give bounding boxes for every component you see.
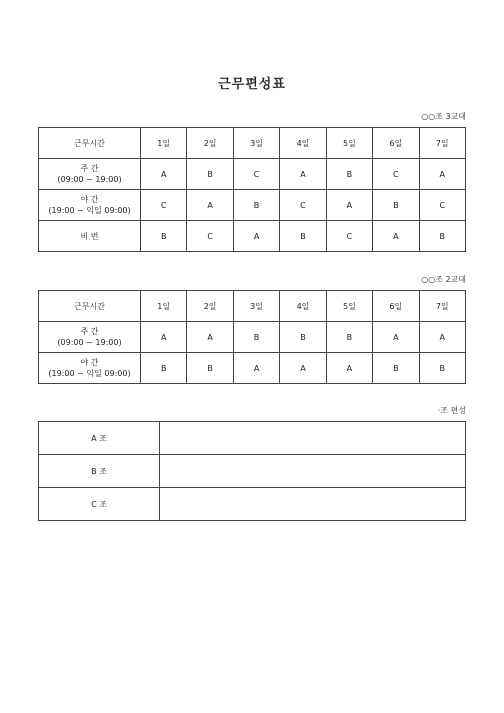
table-cell: C	[419, 190, 465, 221]
table-cell: A	[280, 353, 326, 384]
row-label	[39, 159, 141, 190]
header-cell: 1일	[141, 291, 187, 322]
team-label: A 조	[39, 422, 160, 455]
table-cell: C	[326, 221, 372, 252]
table-cell: B	[187, 159, 233, 190]
table-cell: C	[141, 190, 187, 221]
table-header-row	[39, 128, 466, 159]
table-cell: C	[373, 159, 419, 190]
table1-caption: ○○조 3교대	[421, 112, 466, 121]
table-cell: A	[233, 353, 279, 384]
table-cell: A	[326, 353, 372, 384]
table-cell: C	[233, 159, 279, 190]
row-label-sub: (19:00 ~ 익일 09:00)	[48, 369, 131, 378]
header-cell: 2일	[187, 128, 233, 159]
row-label-sub: (19:00 ~ 익일 09:00)	[48, 206, 131, 215]
table-cell: A	[141, 322, 187, 353]
page-title: 근무편성표	[218, 77, 286, 92]
row-label	[39, 190, 141, 221]
header-cell: 5일	[326, 128, 372, 159]
team-table	[38, 421, 466, 521]
table2-caption: ○○조 2교대	[421, 275, 466, 284]
team-members-cell[interactable]	[160, 488, 466, 521]
table-cell: B	[326, 322, 372, 353]
table-cell: B	[233, 322, 279, 353]
table-row	[39, 221, 466, 252]
row-label	[39, 322, 141, 353]
row-label-main: 주 간	[80, 327, 99, 336]
header-cell: 근무시간	[39, 128, 141, 159]
row-label-main: 야 간	[80, 358, 99, 367]
header-cell: 6일	[373, 291, 419, 322]
table-cell: B	[326, 159, 372, 190]
header-cell: 4일	[280, 291, 326, 322]
header-cell: 6일	[373, 128, 419, 159]
table-cell: B	[419, 221, 465, 252]
table-cell: B	[141, 353, 187, 384]
table-header-row	[39, 291, 466, 322]
table-cell: B	[280, 221, 326, 252]
table-cell: A	[419, 159, 465, 190]
row-label-sub: (09:00 ~ 19:00)	[57, 175, 122, 184]
header-cell: 3일	[233, 128, 279, 159]
table-cell: B	[280, 322, 326, 353]
header-cell: 3일	[233, 291, 279, 322]
table-cell: B	[187, 353, 233, 384]
table-cell: B	[233, 190, 279, 221]
table-cell: B	[419, 353, 465, 384]
table-row	[39, 455, 466, 488]
shift-table-2	[38, 290, 466, 384]
table-cell: A	[187, 322, 233, 353]
table-cell: A	[280, 159, 326, 190]
table-cell: A	[419, 322, 465, 353]
table-row	[39, 159, 466, 190]
table-cell: B	[141, 221, 187, 252]
team-members-cell[interactable]	[160, 455, 466, 488]
team-label: B 조	[39, 455, 160, 488]
table-row	[39, 488, 466, 521]
teams-caption: ·조 편성	[437, 406, 466, 415]
team-members-cell[interactable]	[160, 422, 466, 455]
table-row	[39, 190, 466, 221]
header-cell: 4일	[280, 128, 326, 159]
table-cell: B	[373, 353, 419, 384]
header-cell: 7일	[419, 291, 465, 322]
table-row	[39, 353, 466, 384]
table-cell: A	[141, 159, 187, 190]
row-label-main: 야 간	[80, 195, 99, 204]
shift-table-3	[38, 127, 466, 252]
header-cell: 근무시간	[39, 291, 141, 322]
table-cell: A	[373, 221, 419, 252]
row-label: 비 번	[39, 221, 141, 252]
table-cell: C	[280, 190, 326, 221]
table-cell: A	[233, 221, 279, 252]
row-label	[39, 353, 141, 384]
header-cell: 2일	[187, 291, 233, 322]
header-cell: 7일	[419, 128, 465, 159]
row-label-main: 주 간	[80, 164, 99, 173]
team-label: C 조	[39, 488, 160, 521]
header-cell: 1일	[141, 128, 187, 159]
row-label-sub: (09:00 ~ 19:00)	[57, 338, 122, 347]
header-cell: 5일	[326, 291, 372, 322]
table-cell: A	[373, 322, 419, 353]
table-row	[39, 322, 466, 353]
table-cell: B	[373, 190, 419, 221]
table-cell: A	[326, 190, 372, 221]
table-cell: A	[187, 190, 233, 221]
table-cell: C	[187, 221, 233, 252]
table-row	[39, 422, 466, 455]
